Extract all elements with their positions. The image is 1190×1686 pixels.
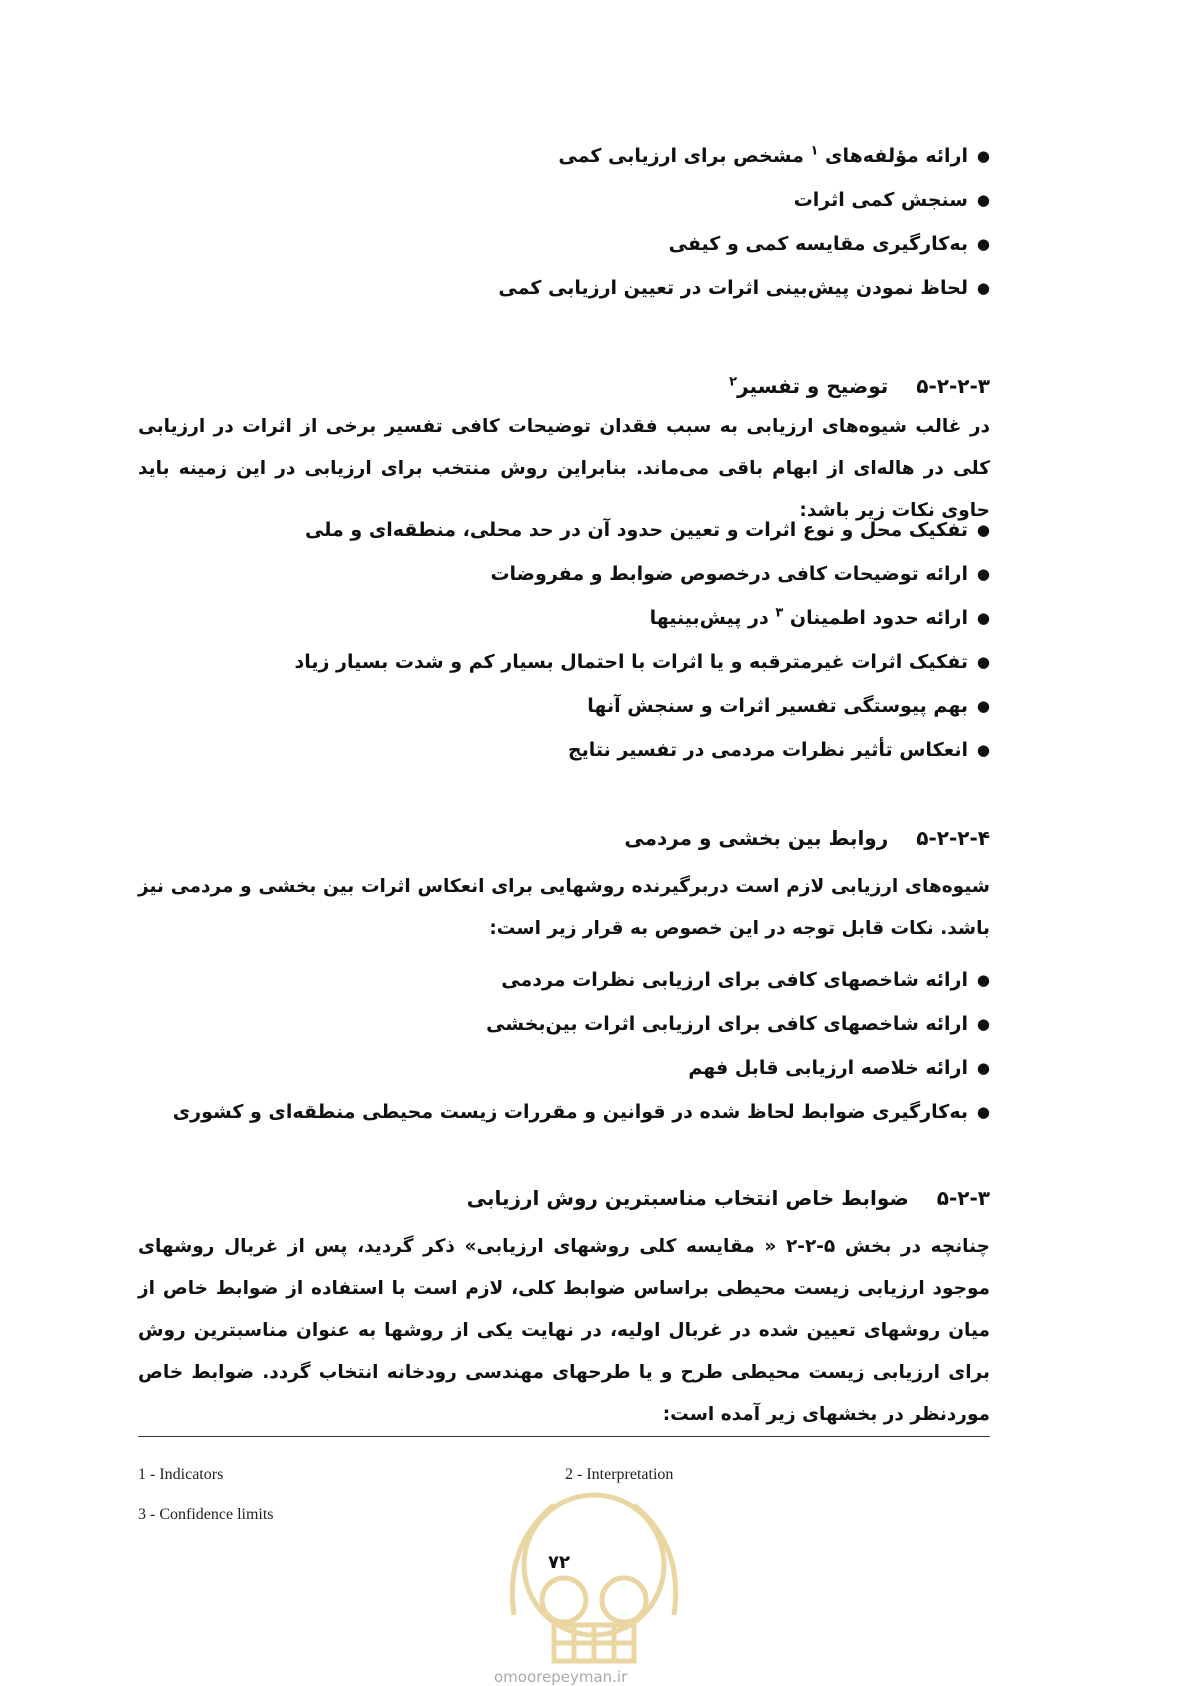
section-heading-intersectoral	[624, 826, 990, 850]
footnote-2: 2 - Interpretation	[565, 1466, 674, 1483]
section-paragraph: در غالب شیوه‌های ارزیابی به سبب فقدان توضیحات کافی تفسیر برخی از اثرات در ارزیابی کلی در هاله‌ای از ابهام باقی می‌ماند. بنابراین روش منتخب برای ارزیابی در این زمینه باید حاوی نکات زیر باشد:	[138, 416, 990, 521]
intersectoral-bullet-list	[173, 958, 990, 1134]
section-paragraph: چنانچه در بخش ۵-۲-۲ « مقایسه کلی روشهای ارزیابی» ذکر گردید، پس از غربال روشهای موجود ارزیابی زیست محیطی براساس ضوابط کلی، لازم است با استفاده از ضوابط خاص از میان روشهای تعیین شده در غربال اولیه، در نهایت یکی از روشها به عنوان مناسبترین روش برای ارزیابی زیست محیطی طرح و یا طرحهای مهندسی رودخانه انتخاب گردد. ضوابط خاص موردنظر در بخشهای زیر آمده است:	[138, 1236, 990, 1425]
list-item: ● ارائه حدود اطمینان $^۳$ در پیش‌بینیها	[294, 596, 990, 640]
section-title: توضیح و تفسیر	[737, 374, 889, 398]
interpretation-bullet-list	[294, 508, 990, 772]
section-number: ۵-۲-۲-۴	[916, 826, 990, 850]
list-item: ● بهم پیوستگی تفسیر اثرات و سنجش آنها	[294, 684, 990, 728]
section-number: ۵-۲-۲-۳	[916, 374, 990, 398]
list-item: ● انعکاس تأثیر نظرات مردمی در تفسیر نتایج	[294, 728, 990, 772]
section-number: ۵-۲-۳	[936, 1186, 990, 1210]
footnote-ref: ۲	[729, 374, 738, 390]
watermark-site-text: omoorepeyman.ir	[494, 1668, 628, 1686]
list-item: ● به‌کارگیری ضوابط لحاظ شده در قوانین و مقررات زیست محیطی منطقه‌ای و کشوری	[173, 1090, 990, 1134]
footnote-divider	[138, 1436, 990, 1437]
list-item: ● ارائه خلاصه ارزیابی قابل فهم	[173, 1046, 990, 1090]
list-item: ● تفکیک محل و نوع اثرات و تعیین حدود آن در حد محلی، منطقه‌ای و ملی	[294, 508, 990, 552]
list-item: ● ارائه شاخصهای کافی برای ارزیابی اثرات بین‌بخشی	[173, 1002, 990, 1046]
section-paragraph: شیوه‌های ارزیابی لازم است دربرگیرنده روشهایی برای انعکاس اثرات بین بخشی و مردمی نیز باشد. نکات قابل توجه در این خصوص به قرار زیر است:	[138, 876, 990, 939]
list-item: ● تفکیک اثرات غیرمترقبه و یا اثرات با احتمال بسیار کم و شدت بسیار زیاد	[294, 640, 990, 684]
page-number: ۷۲	[548, 1552, 570, 1573]
section-title: ضوابط خاص انتخاب مناسبترین روش ارزیابی	[466, 1186, 909, 1210]
section-heading-interpretation	[729, 374, 990, 398]
list-item: ● ارائه توضیحات کافی درخصوص ضوابط و مفروضات	[294, 552, 990, 596]
list-item: ● سنجش کمی اثرات	[498, 178, 990, 222]
list-item: ● ارائه مؤلفه‌های $^۱$ مشخص برای ارزیابی کمی	[498, 134, 990, 178]
list-item: ● لحاظ نمودن پیش‌بینی اثرات در تعیین ارزیابی کمی	[498, 266, 990, 310]
footnote-1: 1 - Indicators	[138, 1466, 224, 1483]
section-title: روابط بین بخشی و مردمی	[624, 826, 889, 850]
list-item: ● ارائه شاخصهای کافی برای ارزیابی نظرات مردمی	[173, 958, 990, 1002]
watermark-seal-icon	[484, 1465, 704, 1665]
footnote-3: 3 - Confidence limits	[138, 1506, 274, 1523]
section-heading-specific-criteria	[467, 1186, 990, 1210]
intro-bullet-list	[498, 134, 990, 310]
list-item: ● به‌کارگیری مقایسه کمی و کیفی	[498, 222, 990, 266]
